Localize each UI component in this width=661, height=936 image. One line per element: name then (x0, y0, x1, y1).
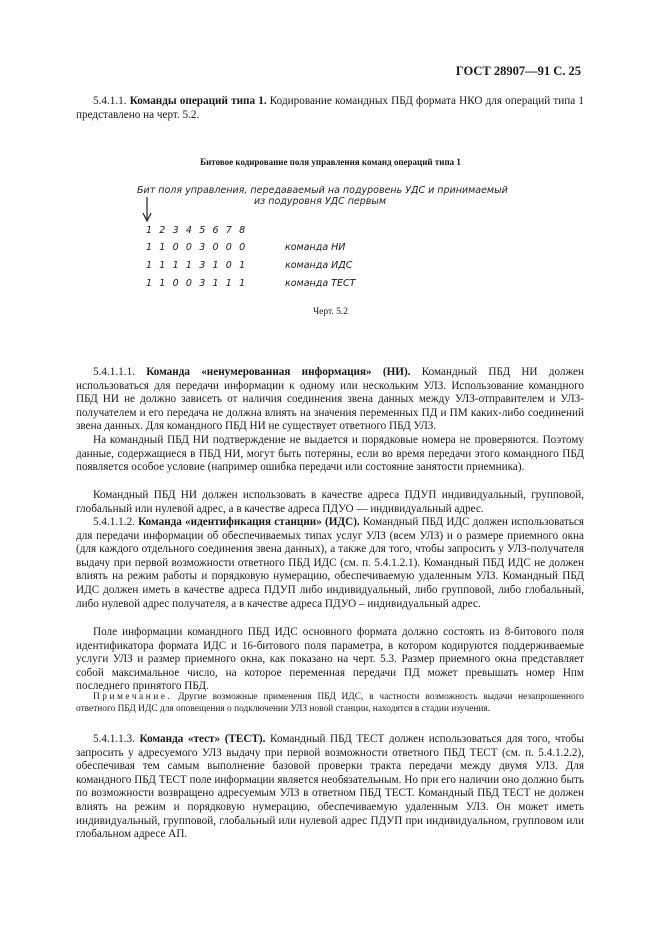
intro-title: Команды операций типа 1. (129, 95, 267, 107)
bit-cell: 1 (185, 260, 192, 271)
bit-header: 4 (185, 225, 192, 236)
bit-header: 2 (159, 225, 166, 236)
section-text: Командный ПБД ТЕСТ должен использоваться для того, чтобы запросить у адресуемого УЛЗ выдачу при первой возможности ответного ПБД ТЕСТ (см. п. 5.4.1.2.2), обеспечивая тем самым выполнение базовой проверки тракта передачи между двумя УЛЗ. Для командного ПБД ТЕСТ поле информации является необязательным. Но при его наличии оно должно быть по возможности возвращено адресуемым УЛЗ в ответном ПБД ТЕСТ. Командный ПБД ТЕСТ не должен влиять на режим и порядковую нумерацию, обеспечиваемую удаленным УЛЗ. Он может иметь индивидуальный, групповой, глобальный или нулевой адрес ПДУП при индивидуальном, групповом или глобальном адресе АП. (76, 733, 585, 841)
bit-cell: 1 (239, 278, 246, 289)
bit-row-test (146, 278, 252, 289)
command-label-ni: команда НИ (285, 242, 346, 253)
bit-header-row (146, 225, 252, 236)
bit-cell: 0 (225, 260, 232, 271)
bit-header: 5 (199, 225, 206, 236)
bit-cell: 3 (199, 278, 206, 289)
paragraph-ni (76, 366, 584, 434)
bit-cell: 1 (159, 260, 166, 271)
page-header: ГОСТ 28907—91 С. 25 (455, 64, 581, 78)
bit-cell: 3 (199, 260, 206, 271)
section-text: Командный ПБД НИ должен использоваться для передачи информации к одному или нескольким УЛЗ. Использование командного ПБД НИ не должно зависеть от наличия соединения звена данных между УЛЗ-отправителем и УЛЗ-получателем и его передача не должна влиять на значения переменных ПД и ПМ каких-либо соединений звена данных. Для командного ПБД НИ не существует ответного ПБД УЛЗ. (76, 366, 585, 433)
section-text: Командный ПБД ИДС должен использоваться для передачи информации об обеспечиваемых типах услуг УЛЗ (всем УЛЗ) и о размере приемного окна (для каждого отдельного соединения звена данных), а также для того, чтобы запросить у УЛЗ-получателя выдачу при первой возможности ответного ПБД ИДС (см. п. 5.4.1.2.1). Командный ПБД ИДС не должен влиять на режим работы и порядковую нумерацию, обеспечиваемую удаленным УЛЗ. Командный ПБД ИДС должен иметь в качестве адреса ПДУП либо индивидуальный, либо групповой, либо глобальный, либо нулевой адрес получателя, а в качестве адреса ПДУО – индивидуальный адрес. (76, 516, 584, 610)
bit-cell: 0 (212, 242, 219, 253)
bit-cell: 1 (146, 260, 153, 271)
paragraph-ids (76, 516, 584, 611)
bit-row-ni (146, 242, 252, 253)
bit-cell: 0 (172, 242, 179, 253)
bit-cell: 1 (212, 278, 219, 289)
bit-cell: 1 (212, 260, 219, 271)
bit-cell: 1 (225, 278, 232, 289)
bit-cell: 0 (239, 242, 246, 253)
bit-header: 8 (239, 225, 246, 236)
figure-caption-line1: Бит поля управления, передаваемый на подуровень УДС и принимаемый (137, 185, 508, 196)
bit-header: 7 (225, 225, 232, 236)
section-title: Команда «ненумерованная информация» (НИ). (146, 366, 411, 378)
bit-cell: 3 (199, 242, 206, 253)
section-title: Команда «тест» (ТЕСТ). (139, 733, 266, 745)
command-label-ids: команда ИДС (285, 260, 353, 271)
section-title: Команда «идентификация станции» (ИДС). (138, 516, 360, 528)
bit-row-ids (146, 260, 252, 271)
bit-cell: 1 (159, 278, 166, 289)
section-number: 5.4.1.1.3. (93, 733, 135, 745)
paragraph-ids-info-field: Поле информации командного ПБД ИДС основного формата должно состоять из 8-битового поля идентификатора формата ИДС и 16-битового поля параметра, в котором кодируются поддерживаемые услуги УЛЗ и размер приемного окна, как показано на черт. 5.3. Размер приемного окна представляет собой максимальное число, на которое переменная передачи ПД может превышать номер Нпм последнего принятого ПБД. (76, 626, 584, 693)
down-arrow-icon (141, 197, 153, 223)
bit-cell: 0 (172, 278, 179, 289)
bit-cell: 0 (185, 242, 192, 253)
bit-header: 3 (172, 225, 179, 236)
bit-cell: 1 (146, 278, 153, 289)
command-label-test: команда ТЕСТ (285, 278, 356, 289)
figure-caption: Черт. 5.2 (312, 307, 349, 317)
bit-cell: 1 (159, 242, 166, 253)
bit-header: 1 (146, 225, 153, 236)
note-paragraph (76, 691, 584, 715)
bit-cell: 1 (146, 242, 153, 253)
bit-cell: 1 (172, 260, 179, 271)
paragraph-ni-address: Командный ПБД НИ должен использовать в качестве адреса ПДУП индивидуальный, групповой, глобальный или нулевой адрес, а в качестве адреса ПДУО — индивидуальный адрес. (76, 489, 584, 515)
bit-cell: 0 (185, 278, 192, 289)
intro-text: Кодирование командных ПБД формата НКО для операций типа 1 представлено на черт. 5.2. (76, 95, 584, 121)
intro-number: 5.4.1.1. (93, 95, 127, 107)
figure-title: Битовое кодирование поля управления команд операций типа 1 (200, 157, 461, 167)
figure-caption-line2: из подуровня УДС первым (254, 196, 387, 207)
section-number: 5.4.1.1.1. (93, 366, 135, 378)
bit-cell: 0 (225, 242, 232, 253)
bit-cell: 1 (239, 260, 246, 271)
bit-header: 6 (212, 225, 219, 236)
paragraph-test (76, 733, 584, 842)
note-label: Примечание. (93, 692, 173, 702)
note-text: Другие возможные применения ПБД ИДС, в частности возможность выдачи незапрошенного ответного ПБД ИДС для оповещения о подключении УЛЗ новой станции, находятся в стадии изучения. (76, 692, 584, 714)
paragraph-ni-confirm: На командный ПБД НИ подтверждение не выдается и порядковые номера не проверяются. Поэтому данные, содержащиеся в ПБД НИ, могут быть потеряны, если во время передачи этого командного ПБД появляется особое условие (например ошибка передачи или состояние занятости приемника). (76, 434, 584, 474)
section-number: 5.4.1.1.2. (93, 516, 135, 528)
intro-paragraph (76, 95, 584, 122)
